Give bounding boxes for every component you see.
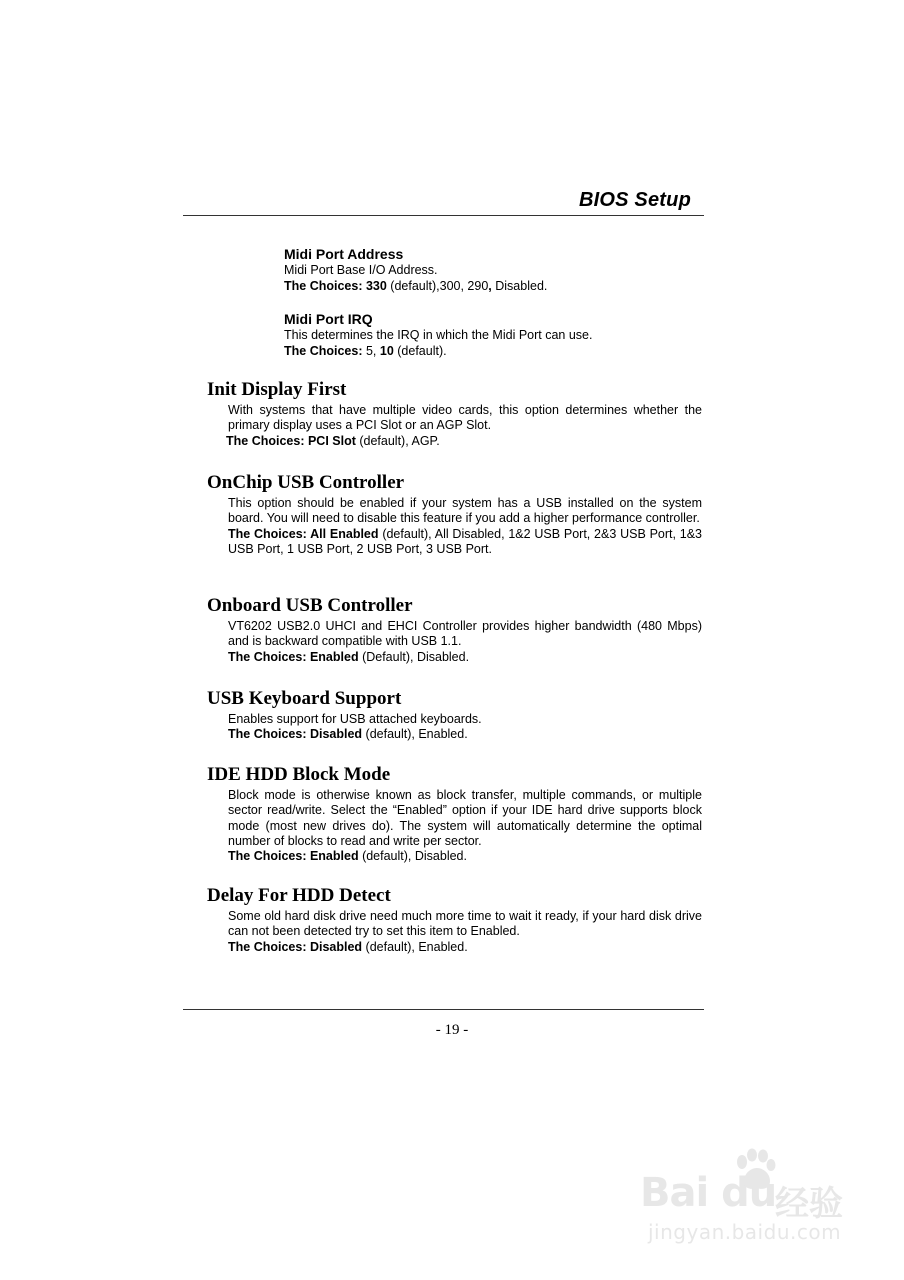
choices-values: (default), Disabled.	[358, 849, 467, 864]
section-title: IDE HDD Block Mode	[207, 764, 391, 785]
choices-comma: ,	[488, 278, 492, 293]
section-body	[228, 619, 702, 665]
midi-port-irq-block	[284, 311, 704, 359]
paw-icon	[732, 1148, 778, 1194]
footer-divider	[183, 1009, 704, 1010]
page-header-title: BIOS Setup	[578, 189, 691, 211]
section-usb-keyboard-support	[207, 688, 704, 743]
section-title: Delay For HDD Detect	[207, 885, 391, 906]
choices-values: (default), All Disabled, 1&2 USB Port, 2&3 USB Port, 1&3 USB Port, 1 USB Port, 2 USB Port, 3 USB Port.	[228, 526, 703, 556]
section-choices	[228, 727, 702, 742]
choices-values: (Default), Disabled.	[358, 649, 470, 664]
section-body	[228, 909, 702, 955]
section-title: USB Keyboard Support	[207, 688, 402, 709]
midi-port-irq-title: Midi Port IRQ	[284, 311, 373, 327]
choices-label: The Choices: Disabled	[228, 727, 363, 742]
choices-values: (default), Enabled.	[362, 727, 468, 742]
section-choices	[226, 434, 702, 449]
section-choices	[228, 849, 702, 864]
header-divider	[183, 215, 704, 216]
choices-label: The Choices: Enabled	[228, 649, 359, 664]
watermark-logo-text: Bai du	[640, 1170, 777, 1216]
midi-port-address-choices	[284, 279, 704, 295]
baidu-jingyan-watermark	[640, 1140, 870, 1250]
section-body	[228, 496, 702, 557]
choices-label: The Choices: 330	[284, 278, 387, 293]
section-paragraph: With systems that have multiple video cards, this option determines whether the primary display uses a PCI Slot or an AGP Slot.	[228, 403, 702, 433]
choices-label: The Choices: Disabled	[228, 939, 363, 954]
choices-values: (default),300, 290	[386, 278, 489, 293]
section-paragraph: Enables support for USB attached keyboards.	[228, 712, 482, 726]
section-paragraph: Some old hard disk drive need much more time to wait it ready, if your hard disk drive can not been detected try to set this item to Enabled.	[228, 909, 702, 939]
choices-label: The Choices: PCI Slot	[226, 433, 356, 448]
section-body	[228, 403, 702, 449]
midi-port-irq-choices	[284, 344, 704, 360]
choices-end: (default).	[393, 343, 447, 358]
page-number: - 19 -	[435, 1022, 469, 1038]
section-ide-hdd-block-mode	[207, 764, 704, 864]
choices-end: Disabled.	[491, 278, 548, 293]
choices-values: 5,	[362, 343, 380, 358]
choices-default-value: 10	[379, 343, 394, 358]
watermark-brand-cn: 经验	[775, 1184, 843, 1224]
section-paragraph: VT6202 USB2.0 UHCI and EHCI Controller provides higher bandwidth (480 Mbps) and is backward compatible with USB 1.1.	[228, 619, 702, 649]
section-init-display-first	[207, 379, 704, 449]
section-body	[228, 788, 702, 864]
section-title: Onboard USB Controller	[207, 595, 413, 616]
section-body	[228, 712, 702, 743]
watermark-url: jingyan.baidu.com	[648, 1220, 842, 1244]
section-title: Init Display First	[207, 379, 347, 400]
choices-label: The Choices: All Enabled	[228, 526, 379, 541]
section-choices	[228, 940, 702, 955]
midi-port-address-desc: Midi Port Base I/O Address.	[284, 263, 438, 277]
section-onchip-usb-controller	[207, 472, 704, 557]
midi-port-address-title: Midi Port Address	[284, 246, 404, 262]
section-paragraph: Block mode is otherwise known as block transfer, multiple commands, or multiple sector read/write. Select the “Enabled” option if your IDE hard drive supports block mode (most new drives do). The system will automatically determine the optimal number of blocks to read and write per sector.	[228, 788, 702, 848]
section-choices	[228, 527, 702, 558]
section-title: OnChip USB Controller	[207, 472, 405, 493]
section-choices	[228, 650, 702, 665]
midi-port-address-block	[284, 246, 704, 294]
choices-label: The Choices:	[284, 343, 363, 358]
midi-port-irq-desc: This determines the IRQ in which the Midi Port can use.	[284, 328, 593, 342]
choices-label: The Choices: Enabled	[228, 849, 359, 864]
section-delay-for-hdd-detect	[207, 885, 704, 955]
choices-values: (default), AGP.	[355, 433, 440, 448]
section-paragraph: This option should be enabled if your system has a USB installed on the system board. You will need to disable this feature if you add a higher performance controller.	[228, 496, 702, 526]
choices-values: (default), Enabled.	[362, 939, 468, 954]
section-onboard-usb-controller	[207, 595, 704, 665]
